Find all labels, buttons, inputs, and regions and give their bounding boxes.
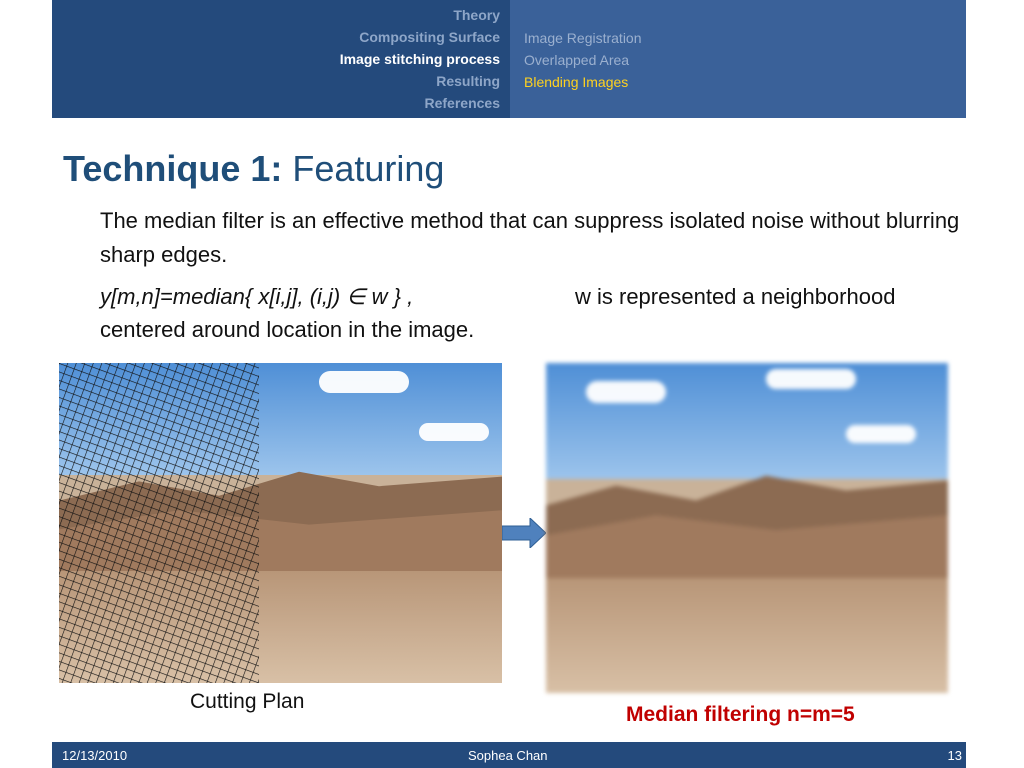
slide-title xyxy=(63,148,444,190)
footer-page-number: 13 xyxy=(947,748,962,763)
right-arrow-icon xyxy=(502,518,546,548)
hills xyxy=(546,446,948,595)
nav-theory[interactable]: Theory xyxy=(453,7,500,23)
cutting-plan-image xyxy=(59,363,502,683)
header-navigation xyxy=(52,0,966,118)
paragraph-median-filter: The median filter is an effective method that can suppress isolated noise without blurring sharp edges. xyxy=(100,208,960,267)
cloud xyxy=(419,423,489,441)
formula-note: w is represented a neighborhood xyxy=(575,284,896,309)
footer-author: Sophea Chan xyxy=(468,748,548,763)
nav-image-stitching-process[interactable]: Image stitching process xyxy=(339,51,500,67)
nav-blending-images[interactable]: Blending Images xyxy=(524,74,629,90)
cloud xyxy=(586,381,666,403)
nav-references[interactable]: References xyxy=(424,95,500,111)
slide-title-rest: Featuring xyxy=(282,148,445,189)
footer-date: 12/13/2010 xyxy=(62,748,128,763)
nav-image-registration[interactable]: Image Registration xyxy=(524,30,642,46)
subsection-nav xyxy=(510,0,966,118)
caption-median-filtering: Median filtering n=m=5 xyxy=(626,703,855,726)
median-filtered-image xyxy=(546,363,948,693)
nav-overlapped-area[interactable]: Overlapped Area xyxy=(524,52,630,68)
section-nav xyxy=(52,0,510,118)
cloud xyxy=(319,371,409,393)
caption-cutting-plan: Cutting Plan xyxy=(190,690,305,713)
cloud xyxy=(846,425,916,443)
footer xyxy=(52,742,966,768)
nav-resulting[interactable]: Resulting xyxy=(436,73,500,89)
nav-compositing-surface[interactable]: Compositing Surface xyxy=(359,29,500,45)
paragraph-neighborhood: centered around location in the image. xyxy=(100,317,475,342)
mesh-grid-overlay xyxy=(59,363,259,683)
formula: y[m,n]=median{ x[i,j], (i,j) ∈ w } , xyxy=(100,284,414,309)
slide-title-bold: Technique 1: xyxy=(63,148,283,189)
rocky-ground xyxy=(546,578,948,694)
cloud xyxy=(766,369,856,389)
